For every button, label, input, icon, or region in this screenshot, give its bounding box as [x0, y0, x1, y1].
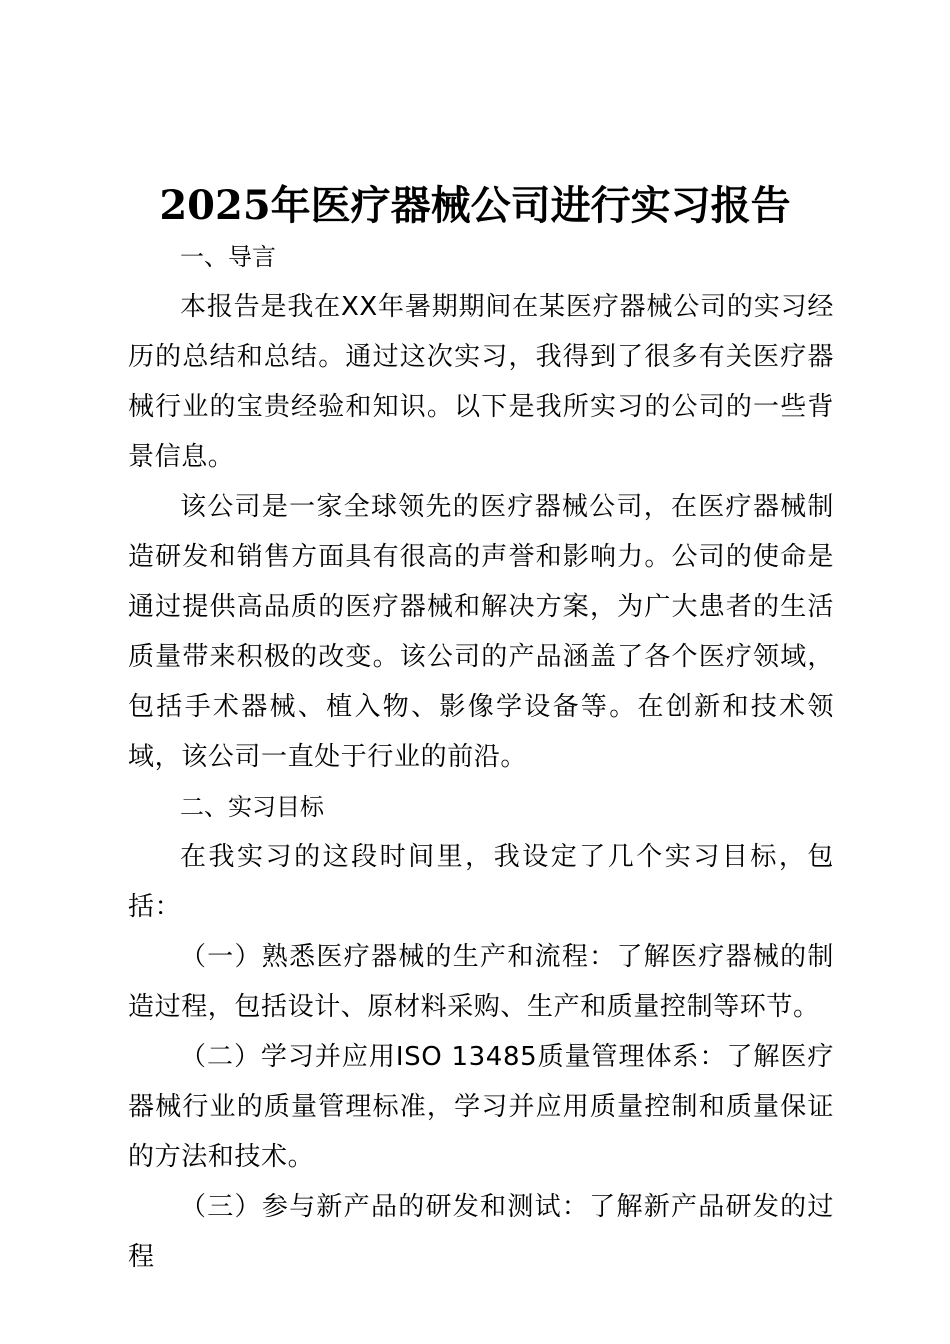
paragraph-background: 本报告是我在XX年暑期期间在某医疗器械公司的实习经历的总结和总结。通过这次实习，我得到了很多有关医疗器械行业的宝贵经验和知识。以下是我所实习的公司的一些背景信息。 [128, 292, 834, 472]
section-heading-goals: 二、实习目标 [180, 793, 324, 821]
paragraph-goals-intro: 在我实习的这段时间里，我设定了几个实习目标，包括： [128, 842, 834, 922]
paragraph-goal-3: （三）参与新产品的研发和测试：了解新产品研发的过程 [128, 1192, 834, 1272]
section-heading-introduction: 一、导言 [180, 243, 276, 271]
paragraph-goal-2: （二）学习并应用ISO 13485质量管理体系：了解医疗器械行业的质量管理标准，学习并应用质量控制和质量保证的方法和技术。 [128, 1042, 834, 1172]
document-body [128, 232, 834, 1282]
document-title: 2025年医疗器械公司进行实习报告 [159, 182, 791, 229]
paragraph-company-profile: 该公司是一家全球领先的医疗器械公司，在医疗器械制造研发和销售方面具有很高的声誉和影响力。公司的使命是通过提供高品质的医疗器械和解决方案，为广大患者的生活质量带来积极的改变。该公司的产品涵盖了各个医疗领域，包括手术器械、植入物、影像学设备等。在创新和技术领域，该公司一直处于行业的前沿。 [128, 492, 834, 772]
paragraph-goal-1: （一）熟悉医疗器械的生产和流程：了解医疗器械的制造过程，包括设计、原材料采购、生产和质量控制等环节。 [128, 942, 834, 1022]
